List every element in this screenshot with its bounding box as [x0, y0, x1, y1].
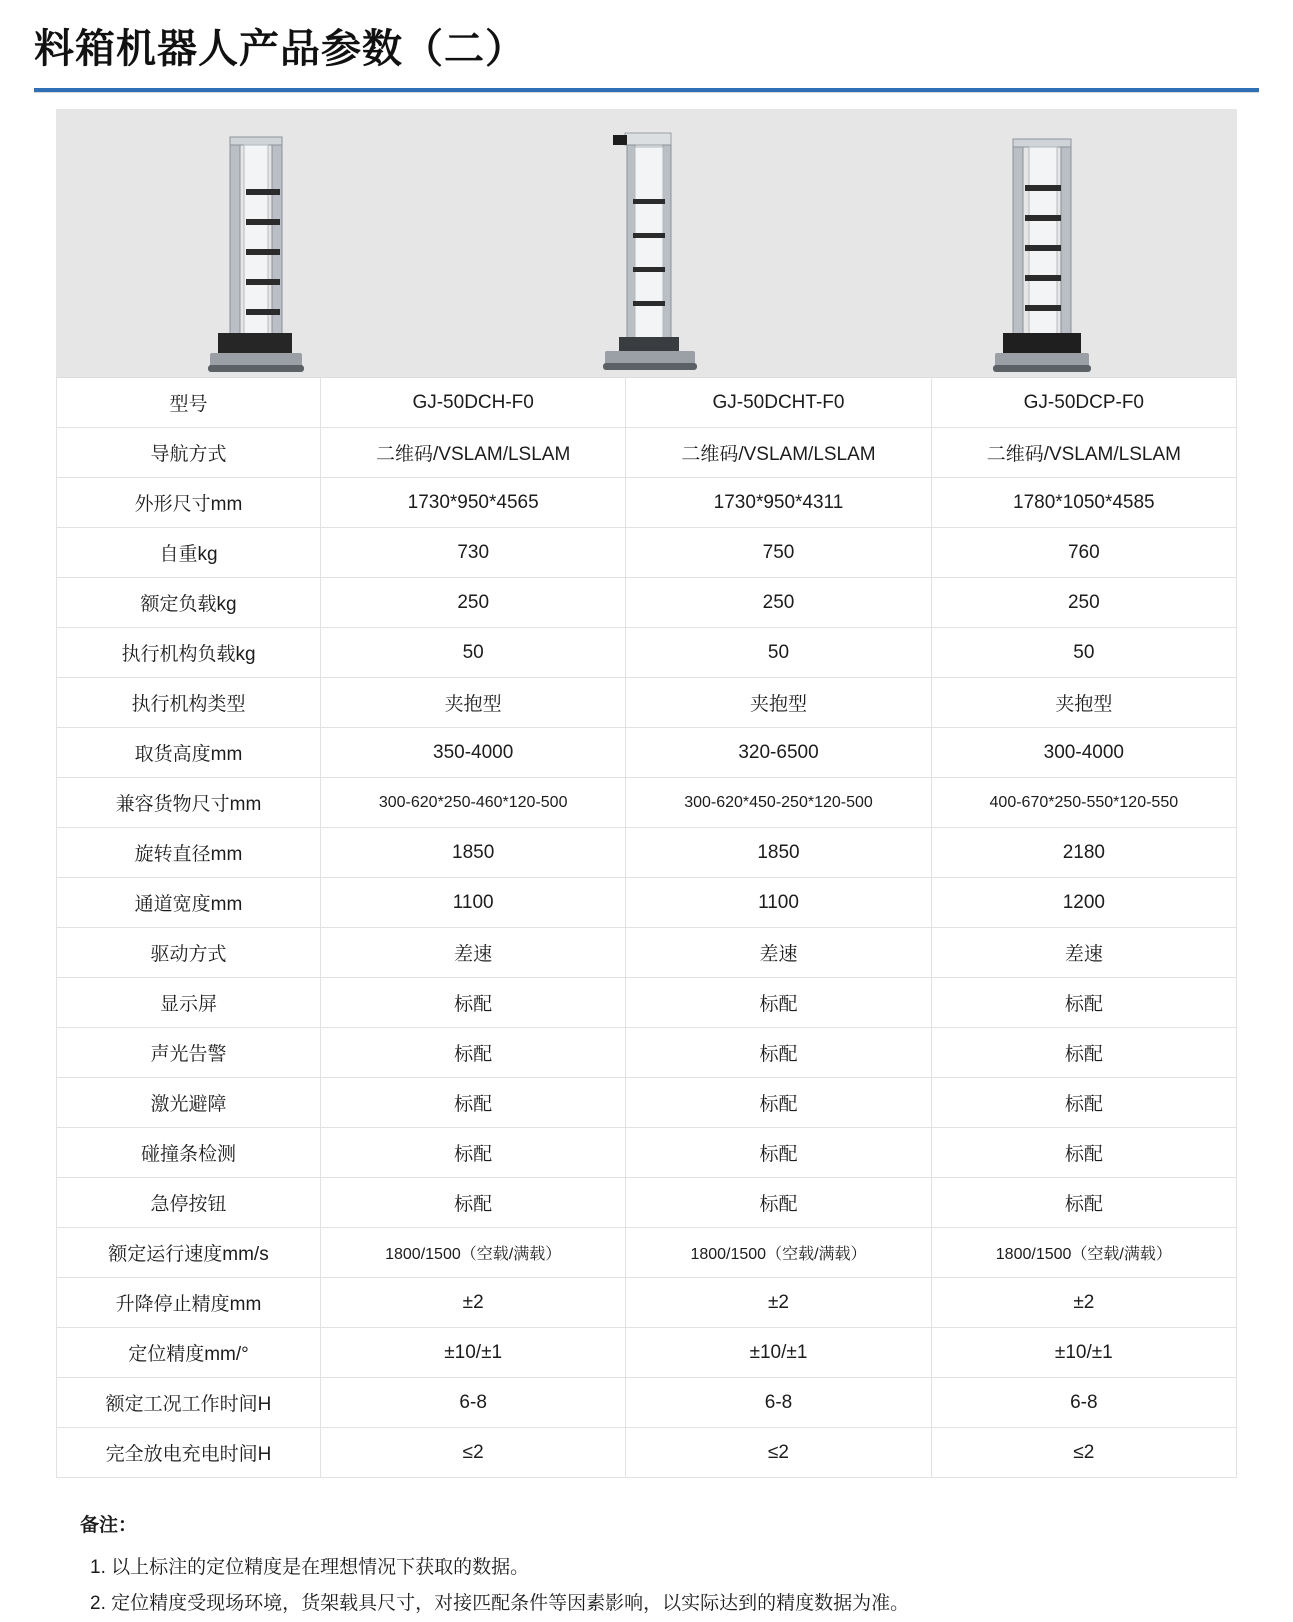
row-label: 额定负载kg: [57, 578, 321, 628]
row-value-3: 差速: [931, 928, 1236, 978]
row-value-3: 6-8: [931, 1378, 1236, 1428]
row-value-2: 标配: [626, 1028, 931, 1078]
row-label: 定位精度mm/°: [57, 1328, 321, 1378]
product-image-band: [56, 109, 1237, 377]
row-value-1: 标配: [321, 1078, 626, 1128]
row-value-1: 标配: [321, 978, 626, 1028]
row-value-2: 300-620*450-250*120-500: [626, 778, 931, 828]
notes-title: 备注：: [80, 1515, 138, 1536]
row-value-1: ±10/±1: [321, 1328, 626, 1378]
row-value-3: 标配: [931, 978, 1236, 1028]
row-label: 自重kg: [57, 528, 321, 578]
row-value-2: 标配: [626, 978, 931, 1028]
product-image-1: [103, 109, 403, 377]
row-value-3: 1780*1050*4585: [931, 478, 1236, 528]
table-row: [57, 1228, 1237, 1278]
table-row: [57, 1128, 1237, 1178]
row-value-2: 差速: [626, 928, 931, 978]
row-value-2: 250: [626, 578, 931, 628]
row-value-1: 夹抱型: [321, 678, 626, 728]
table-row: [57, 578, 1237, 628]
row-value-3: 1200: [931, 878, 1236, 928]
row-label: 激光避障: [57, 1078, 321, 1128]
notes-section: [56, 1508, 1237, 1622]
table-row: [57, 978, 1237, 1028]
row-label: 执行机构类型: [57, 678, 321, 728]
row-value-3: ±10/±1: [931, 1328, 1236, 1378]
table-row: [57, 628, 1237, 678]
row-value-3: 1800/1500（空载/满载）: [931, 1228, 1236, 1278]
row-value-2: 标配: [626, 1128, 931, 1178]
row-label: 通道宽度mm: [57, 878, 321, 928]
row-value-3: ≤2: [931, 1428, 1236, 1478]
row-value-1: GJ-50DCH-F0: [321, 378, 626, 428]
table-row: [57, 528, 1237, 578]
table-row: [57, 1328, 1237, 1378]
row-value-1: 标配: [321, 1028, 626, 1078]
product-image-2: [496, 109, 796, 377]
row-value-1: 标配: [321, 1128, 626, 1178]
row-label: 取货高度mm: [57, 728, 321, 778]
note-line-2: 2. 定位精度受现场环境，货架载具尺寸，对接匹配条件等因素影响，以实际达到的精度数据为准。: [90, 1593, 910, 1615]
table-row: [57, 728, 1237, 778]
row-value-1: 6-8: [321, 1378, 626, 1428]
table-row: [57, 878, 1237, 928]
row-label: 碰撞条检测: [57, 1128, 321, 1178]
row-value-3: 标配: [931, 1178, 1236, 1228]
table-row: [57, 1428, 1237, 1478]
row-value-1: 350-4000: [321, 728, 626, 778]
row-value-3: 夹抱型: [931, 678, 1236, 728]
row-value-1: 标配: [321, 1178, 626, 1228]
page-title: 料箱机器人产品参数（二）: [34, 27, 526, 71]
row-value-2: 标配: [626, 1078, 931, 1128]
row-value-3: ±2: [931, 1278, 1236, 1328]
row-value-3: 标配: [931, 1028, 1236, 1078]
row-value-3: 250: [931, 578, 1236, 628]
row-value-1: 50: [321, 628, 626, 678]
row-value-2: 1850: [626, 828, 931, 878]
row-value-2: 1730*950*4311: [626, 478, 931, 528]
row-value-2: 二维码/VSLAM/LSLAM: [626, 428, 931, 478]
table-row: [57, 778, 1237, 828]
row-label: 升降停止精度mm: [57, 1278, 321, 1328]
row-value-2: 750: [626, 528, 931, 578]
row-value-1: 二维码/VSLAM/LSLAM: [321, 428, 626, 478]
row-value-1: 300-620*250-460*120-500: [321, 778, 626, 828]
row-value-3: 50: [931, 628, 1236, 678]
row-label: 兼容货物尺寸mm: [57, 778, 321, 828]
row-value-1: 1850: [321, 828, 626, 878]
row-value-3: 300-4000: [931, 728, 1236, 778]
table-row: [57, 1028, 1237, 1078]
table-row: [57, 428, 1237, 478]
row-value-3: 标配: [931, 1078, 1236, 1128]
row-label: 声光告警: [57, 1028, 321, 1078]
table-body: [57, 378, 1237, 1478]
row-value-1: 730: [321, 528, 626, 578]
row-value-2: GJ-50DCHT-F0: [626, 378, 931, 428]
row-label: 显示屏: [57, 978, 321, 1028]
row-value-2: 1800/1500（空载/满载）: [626, 1228, 931, 1278]
row-value-3: 400-670*250-550*120-550: [931, 778, 1236, 828]
row-label: 旋转直径mm: [57, 828, 321, 878]
row-value-1: ≤2: [321, 1428, 626, 1478]
row-label: 完全放电充电时间H: [57, 1428, 321, 1478]
row-value-3: 760: [931, 528, 1236, 578]
row-value-2: 1100: [626, 878, 931, 928]
row-value-2: 320-6500: [626, 728, 931, 778]
specification-table: [56, 377, 1237, 1478]
row-value-2: 标配: [626, 1178, 931, 1228]
table-row: [57, 828, 1237, 878]
table-row: [57, 928, 1237, 978]
row-label: 型号: [57, 378, 321, 428]
table-row: [57, 1078, 1237, 1128]
row-label: 额定运行速度mm/s: [57, 1228, 321, 1278]
row-value-3: 2180: [931, 828, 1236, 878]
note-line-1: 1. 以上标注的定位精度是在理想情况下获取的数据。: [90, 1557, 530, 1579]
row-value-1: 1100: [321, 878, 626, 928]
row-value-2: 50: [626, 628, 931, 678]
row-value-3: 标配: [931, 1128, 1236, 1178]
row-label: 额定工况工作时间H: [57, 1378, 321, 1428]
row-label: 导航方式: [57, 428, 321, 478]
product-image-3: [890, 109, 1190, 377]
row-value-2: ≤2: [626, 1428, 931, 1478]
title-thin-rule: [34, 92, 1259, 93]
row-label: 驱动方式: [57, 928, 321, 978]
row-value-3: 二维码/VSLAM/LSLAM: [931, 428, 1236, 478]
row-value-1: 1730*950*4565: [321, 478, 626, 528]
row-value-2: 6-8: [626, 1378, 931, 1428]
row-value-2: ±10/±1: [626, 1328, 931, 1378]
row-value-1: 1800/1500（空载/满载）: [321, 1228, 626, 1278]
row-label: 急停按钮: [57, 1178, 321, 1228]
table-row: [57, 1378, 1237, 1428]
row-value-1: 差速: [321, 928, 626, 978]
table-row: [57, 1278, 1237, 1328]
row-value-2: 夹抱型: [626, 678, 931, 728]
table-row: [57, 478, 1237, 528]
table-row: [57, 378, 1237, 428]
row-value-2: ±2: [626, 1278, 931, 1328]
row-label: 执行机构负载kg: [57, 628, 321, 678]
table-row: [57, 678, 1237, 728]
row-value-3: GJ-50DCP-F0: [931, 378, 1236, 428]
table-row: [57, 1178, 1237, 1228]
row-label: 外形尺寸mm: [57, 478, 321, 528]
row-value-1: ±2: [321, 1278, 626, 1328]
row-value-1: 250: [321, 578, 626, 628]
